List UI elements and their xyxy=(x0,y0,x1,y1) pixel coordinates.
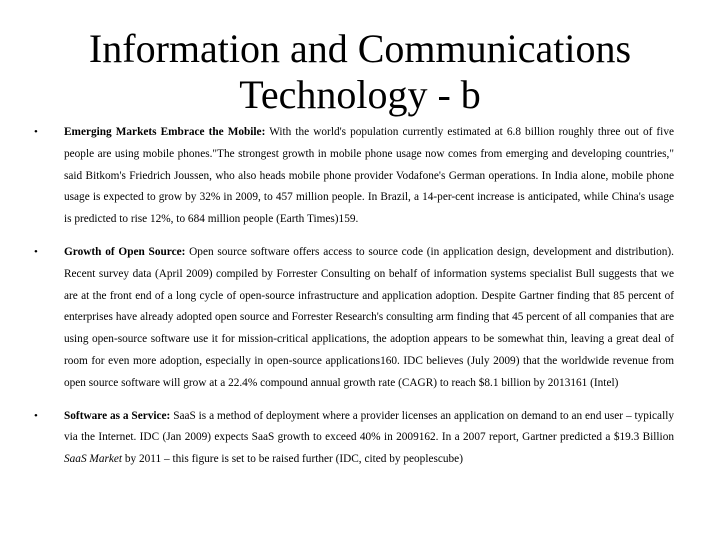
bullet-text: With the world's population currently estimated at 6.8 billion roughly three out of five people are using mobile phones."The strongest growth in mobile phone usage now comes from emerging and developing countries," said Bitkom's Friedrich Joussen, who also heads mobile phone provider Vodafone's German operations. In India alone, mobile phone usage is expected to grow by 32% in 2009, to 457 million people. In Brazil, a 14-per-cent increase is anticipated, while China's usage is predicted to rise 12%, to 684 million people (Earth Times)159. xyxy=(64,126,674,226)
title-line-2: Technology - b xyxy=(239,72,481,117)
bullet-open-source xyxy=(34,242,674,395)
bullet-lead: Growth of Open Source: xyxy=(64,245,186,258)
title-line-1: Information and Communications xyxy=(88,26,632,71)
bullet-italic-text: SaaS Market xyxy=(64,453,123,466)
bullet-dot-icon: • xyxy=(34,245,38,258)
bullet-text: Open source software offers access to source code (in application design, development and distribution). Recent survey data (April 2009) compiled by Forrester Consulting on behalf of information systems specialist Bull suggests that we are at the front end of a long cycle of open-source infrastructure and application adoption. Despite Gartner finding that 85 percent of enterprises have already adopted open source and Forrester Research's consulting arm finding that 45 percent of all companies that are using open-source software use it for mission-critical applications, the adoption appears to be somewhat thin, leaving a great deal of room for even more adoption, especially in open-source applications160. IDC believes (July 2009) that the worldwide revenue from open source software will grow at a 22.4% compound annual growth rate (CAGR) to reach $8.1 billion by 2013161 (Intel) xyxy=(64,245,674,389)
bullet-dot-icon: • xyxy=(34,409,38,422)
bullet-dot-icon: • xyxy=(34,126,38,138)
bullet-saas xyxy=(34,406,674,471)
bullet-emerging-markets xyxy=(34,122,674,231)
bullet-lead: Software as a Service: xyxy=(64,409,171,422)
slide-title xyxy=(20,26,700,118)
bullet-list xyxy=(34,122,674,482)
bullet-lead: Emerging Markets Embrace the Mobile: xyxy=(64,126,266,138)
bullet-text: SaaS is a method of deployment where a provider licenses an application on demand to an end user – typically via the Internet. IDC (Jan 2009) expects SaaS growth to exceed 40% in 2009162. In a 2007 report, Gartner predicted a $19.3 Billion xyxy=(64,409,674,444)
bullet-text-end: by 2011 – this figure is set to be raised further (IDC, cited by peoplescube) xyxy=(122,453,463,466)
